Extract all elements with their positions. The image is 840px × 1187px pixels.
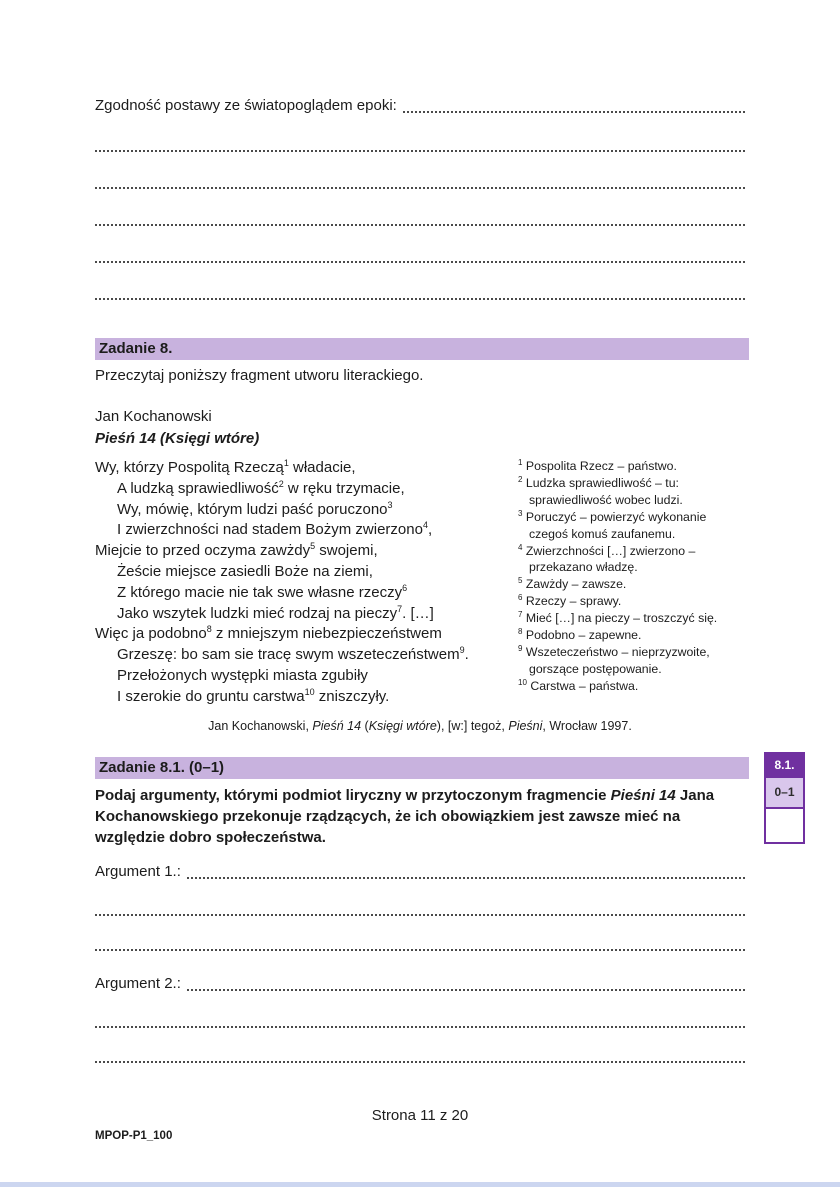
poem-author: Jan Kochanowski [95, 408, 212, 425]
epoch-answer-row [95, 97, 745, 115]
answer-dots [187, 877, 745, 879]
task81-prompt: Podaj argumenty, którymi podmiot liryczny w przytoczonym fragmencie Pieśni 14 Jana Kochanowskiego przekonuje rządzących, że ich obowiązkiem jest zawsze mieć na względzie dobro społeczeństwa. [95, 787, 715, 846]
answer-line [95, 115, 745, 152]
answer-line [95, 1028, 745, 1063]
poem-line: Z którego macie nie tak swe własne rzeczy$^6$ [117, 582, 408, 601]
page-bottom-strip [0, 1182, 840, 1187]
task8-instruction: Przeczytaj poniższy fragment utworu literackiego. [95, 367, 424, 384]
poem-line: Więc ja podobno$^8$ z mniejszym niebezpieczeństwem [95, 624, 442, 643]
source-citation: Jan Kochanowski, Pieśń 14 (Księgi wtóre), [w:] tegoż, Pieśni, Wrocław 1997. [208, 719, 632, 733]
footnotes-column [518, 458, 743, 695]
epoch-label: Zgodność postawy ze światopoglądem epoki: [95, 97, 397, 114]
poem-title: Pieśń 14 (Księgi wtóre) [95, 430, 260, 447]
answer-line [95, 226, 745, 263]
answer-line [95, 993, 745, 1028]
epoch-answer-lines [95, 115, 745, 300]
answer-dots [187, 989, 745, 991]
answer-line [95, 881, 745, 916]
poem-line: Wy, którzy Pospolitą Rzeczą$^1$ władacie, [95, 458, 356, 476]
score-box-task-id: 8.1. [766, 754, 803, 776]
footnote: $^{10}$ Carstwa – państwa. [518, 677, 639, 693]
poem-line: Wy, mówię, którym ludzi paść poruczono$^3$ [117, 499, 393, 518]
answer-line [95, 152, 745, 189]
task81-header: Zadanie 8.1. (0–1) [99, 759, 225, 776]
footnote: $^2$ Ludzka sprawiedliwość – tu: sprawiedliwość wobec ludzi. [518, 474, 683, 507]
answer-label-row [95, 863, 745, 881]
footnote: $^8$ Podobno – zapewne. [518, 626, 642, 643]
footnote: $^4$ Zwierzchności […] zwierzono – przekazano władzę. [518, 542, 696, 575]
poem-line: I szerokie do gruntu carstwa$^{10}$ zniszczyły. [117, 686, 390, 705]
answer-line [95, 189, 745, 226]
footnote: $^9$ Wszeteczeństwo – nieprzyzwoite, gorszące postępowanie. [518, 643, 710, 676]
poem-line: I zwierzchności nad stadem Bożym zwierzono$^4$, [117, 520, 433, 539]
task81-header-bar [95, 757, 749, 779]
epoch-answer-dots [403, 111, 745, 113]
poem-text [95, 458, 515, 708]
footnote: $^5$ Zawżdy – zawsze. [518, 576, 627, 592]
answers-section [95, 863, 745, 1063]
score-box-empty-cell [766, 807, 803, 842]
footnote: $^1$ Pospolita Rzecz – państwo. [518, 457, 677, 473]
footnote: $^6$ Rzeczy – sprawy. [518, 593, 622, 609]
task8-header: Zadanie 8. [99, 340, 173, 357]
task8-header-bar [95, 338, 749, 360]
score-box-points: 0–1 [766, 776, 803, 807]
poem-line: Przełożonych występki miasta zgubiły [117, 666, 368, 684]
answer-line [95, 916, 745, 951]
poem-line: A ludzką sprawiedliwość$^2$ w ręku trzymacie, [117, 478, 405, 497]
epoch-answer-section [95, 97, 745, 300]
poem-line: Grzeszę: bo sam sie tracę swym wszeteczeństwem$^9$. [117, 645, 469, 664]
answer-label: Argument 2.: [95, 975, 181, 992]
footnote: $^7$ Mieć […] na pieczy – troszczyć się. [518, 610, 718, 626]
page-number: Strona 11 z 20 [371, 1107, 469, 1124]
answer-label: Argument 1.: [95, 863, 181, 880]
poem-line: Jako wszytek ludzki mieć rodzaj na pieczy$^7$. […] [117, 603, 434, 622]
footnote: $^3$ Poruczyć – powierzyć wykonanie czegoś komuś zaufanemu. [518, 508, 707, 541]
score-box [764, 752, 805, 844]
answer-line [95, 263, 745, 300]
poem-line: Żeście miejsce zasiedli Boże na ziemi, [117, 562, 373, 580]
answer-label-row [95, 975, 745, 993]
exam-sheet-code: MPOP-P1_100 [95, 1130, 173, 1142]
poem-line: Miejcie to przed oczyma zawżdy$^5$ swojemi, [95, 541, 378, 560]
